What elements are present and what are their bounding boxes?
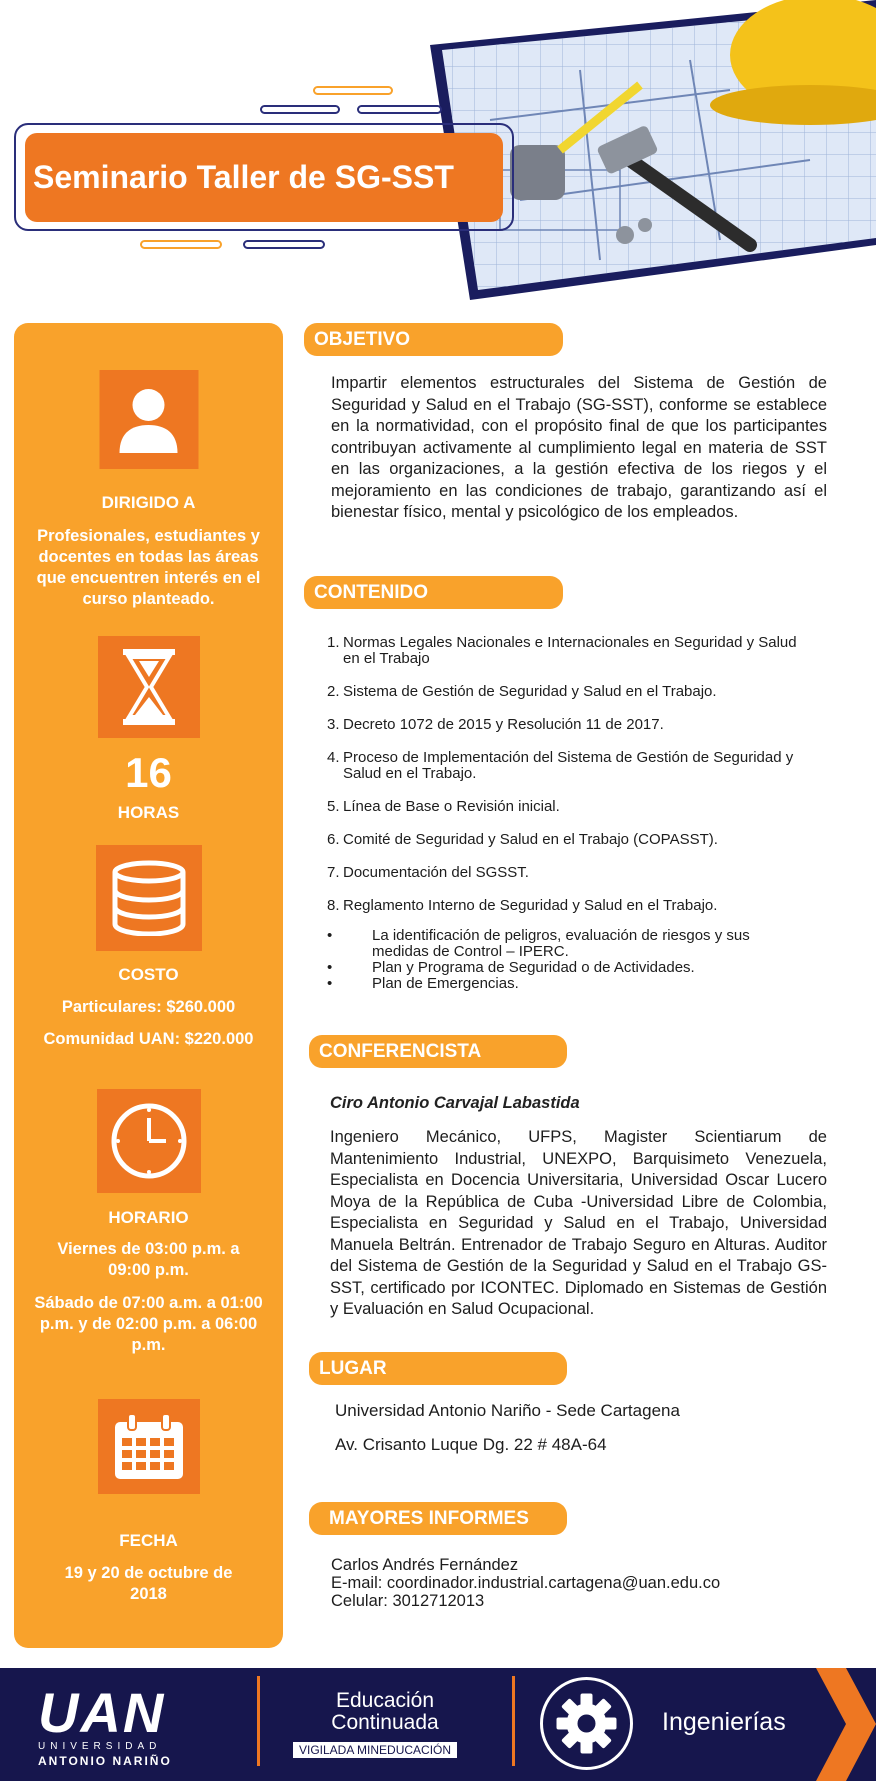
fecha-text: 19 y 20 de octubre de 2018 bbox=[64, 1564, 233, 1603]
uan-logo[interactable]: UAN bbox=[38, 1681, 166, 1744]
contenido-item: 4. Proceso de Implementación del Sistema de Gestión de Seguridad y Salud en el Trabajo. bbox=[327, 749, 794, 782]
educacion-continuada: Educación Continuada bbox=[331, 1689, 439, 1734]
divider bbox=[257, 1676, 260, 1766]
vigilada-label: VIGILADA MINEDUCACIÓN bbox=[293, 1742, 457, 1758]
informes-heading: MAYORES INFORMES bbox=[309, 1502, 567, 1535]
speaker-bio: Ingeniero Mecánico, UFPS, Magister Scientiarum de Mantenimiento Industrial, UNEXPO, Barquisimeto Venezuela, Especialista en Docencia Universitaria, Universidad Oscar Lucero Moya de la República de Cuba -Universidad Libre de Colombia, Especialista en Seguridad y Salud en el Trabajo, Universidad Manuela Beltrán. Entrenador de Trabajo Seguro en Alturas. Auditor del Sistema de Gestión de la Seguridad y Salud en el Trabajo GS-SST, certificado por ICONTEC. Diplomado en Sistemas de Gestión y Evaluación en Salud Ocupacional. bbox=[330, 1128, 827, 1318]
contact-email[interactable]: E-mail: coordinador.industrial.cartagena@uan.edu.co bbox=[331, 1574, 721, 1592]
gear-badge bbox=[540, 1677, 633, 1770]
decor-pill bbox=[140, 240, 222, 249]
info-sidebar bbox=[14, 323, 283, 1648]
database-icon bbox=[96, 845, 202, 951]
gear-icon bbox=[543, 1680, 630, 1767]
chevron-right-icon bbox=[816, 1668, 876, 1781]
contenido-item: 5. Línea de Base o Revisión inicial. bbox=[327, 798, 560, 815]
page-title: Seminario Taller de SG-SST bbox=[25, 133, 503, 222]
clock-icon bbox=[97, 1089, 201, 1193]
contenido-item: 1. Normas Legales Nacionales e Internacionales en Seguridad y Salud en el Trabajo bbox=[327, 634, 797, 667]
duration-number: 16 bbox=[125, 749, 172, 796]
speaker-name: Ciro Antonio Carvajal Labastida bbox=[330, 1094, 580, 1112]
decor-pill bbox=[243, 240, 325, 249]
lugar-address: Av. Crisanto Luque Dg. 22 # 48A-64 bbox=[335, 1435, 607, 1454]
horario-sabado: Sábado de 07:00 a.m. a 01:00 p.m. y de 02:00 p.m. a 06:00 p.m. bbox=[34, 1294, 263, 1354]
objetivo-heading: OBJETIVO bbox=[304, 323, 563, 356]
duration-unit: HORAS bbox=[117, 803, 180, 822]
uan-logo-name: ANTONIO NARIÑO bbox=[38, 1754, 172, 1768]
contenido-item: 7. Documentación del SGSST. bbox=[327, 864, 529, 881]
contenido-list bbox=[327, 635, 797, 931]
fecha-heading: FECHA bbox=[119, 1531, 178, 1550]
lugar-heading: LUGAR bbox=[309, 1352, 567, 1385]
objetivo-text: Impartir elementos estructurales del Sistema de Gestión de Seguridad y Salud en el Trabajo (SG-SST), conforme se establece en la normatividad, con el propósito final de que los participantes contribuyan activamente al cumplimiento legal en materia de SST en las organizaciones, a la gestión efectiva de los riegos y el mejoramiento en las condiciones de trabajo, garantizando así el bienestar físico, mental y psicológico de los empleados. bbox=[331, 374, 827, 521]
costo-comunidad: Comunidad UAN: $220.000 bbox=[43, 1030, 254, 1048]
contact-name: Carlos Andrés Fernández bbox=[331, 1556, 519, 1574]
contact-phone[interactable]: Celular: 3012712013 bbox=[331, 1592, 485, 1610]
costo-heading: COSTO bbox=[118, 965, 179, 984]
hourglass-icon bbox=[98, 636, 200, 738]
contenido-bullet: • La identificación de peligros, evaluación de riesgos y sus medidas de Control – IPERC. bbox=[327, 927, 750, 960]
footer-bar bbox=[0, 1668, 876, 1781]
dirigido-text: Profesionales, estudiantes y docentes en todas las áreas que encuentren interés en el curso planteado. bbox=[36, 527, 261, 608]
faculty-label: Ingenierías bbox=[662, 1708, 786, 1736]
contenido-item: 8. Reglamento Interno de Seguridad y Salud en el Trabajo. bbox=[327, 897, 718, 914]
contenido-item: 2. Sistema de Gestión de Seguridad y Salud en el Trabajo. bbox=[327, 683, 717, 700]
uan-logo-sub: UNIVERSIDAD bbox=[38, 1741, 162, 1752]
contenido-bullets bbox=[327, 928, 797, 992]
decor-pill bbox=[260, 105, 340, 114]
horario-viernes: Viernes de 03:00 p.m. a 09:00 p.m. bbox=[57, 1240, 240, 1279]
horario-heading: HORARIO bbox=[108, 1208, 189, 1227]
decor-pill bbox=[313, 86, 393, 95]
conferencista-heading: CONFERENCISTA bbox=[309, 1035, 567, 1068]
contenido-item: 6. Comité de Seguridad y Salud en el Trabajo (COPASST). bbox=[327, 831, 718, 848]
contenido-bullet: • Plan y Programa de Seguridad o de Actividades. bbox=[327, 959, 695, 976]
contact-block bbox=[331, 1556, 720, 1610]
divider bbox=[512, 1676, 515, 1766]
lugar-venue: Universidad Antonio Nariño - Sede Cartagena bbox=[335, 1401, 680, 1420]
costo-particulares: Particulares: $260.000 bbox=[61, 998, 236, 1016]
user-icon bbox=[99, 370, 198, 469]
dirigido-heading: DIRIGIDO A bbox=[101, 493, 196, 512]
calendar-icon bbox=[98, 1399, 200, 1494]
contenido-heading: CONTENIDO bbox=[304, 576, 563, 609]
decor-pill bbox=[357, 105, 442, 114]
contenido-item: 3. Decreto 1072 de 2015 y Resolución 11 de 2017. bbox=[327, 716, 664, 733]
contenido-bullet: • Plan de Emergencias. bbox=[327, 975, 519, 992]
